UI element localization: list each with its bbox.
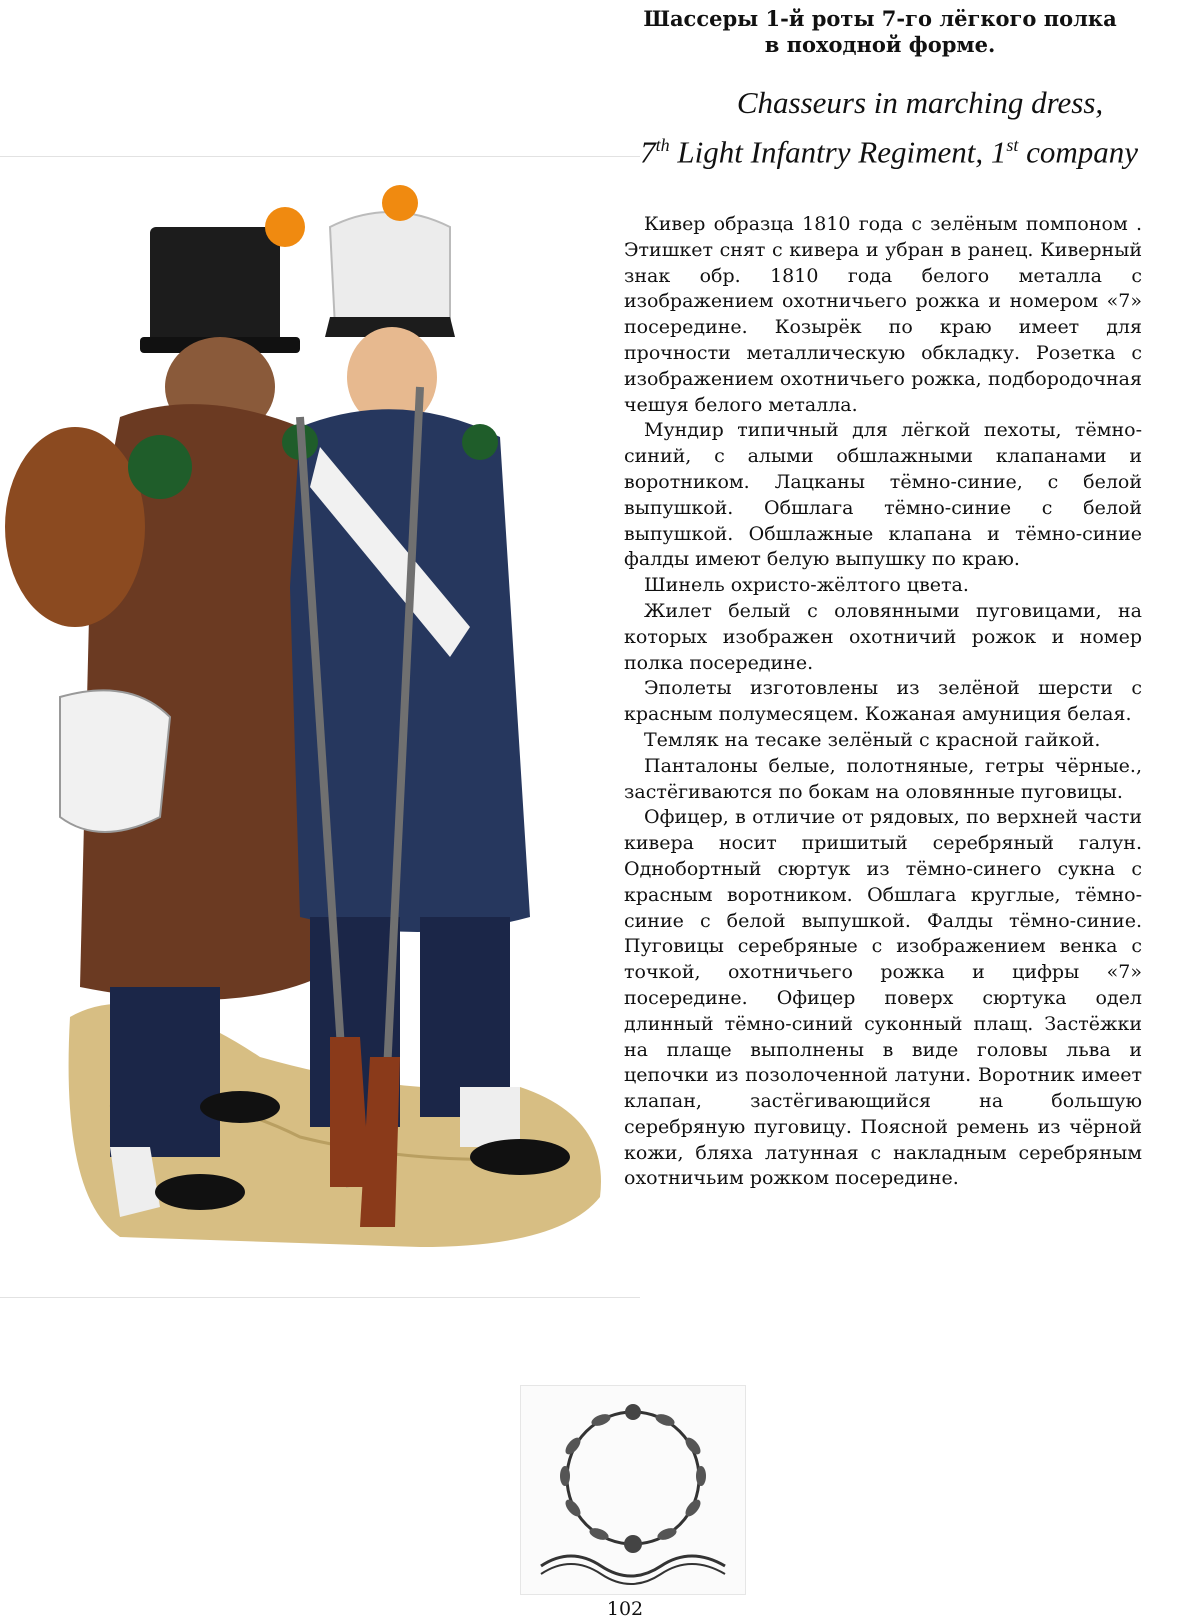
title-russian <box>600 6 1160 58</box>
laurel-wreath-icon <box>520 1385 746 1595</box>
paragraph-uniform: Мундир типичный для лёгкой пехоты, тёмно-синий, с алыми обшлажными клапанами и воротником. Лацканы тёмно-синие, с белой выпушкой. Обшлага тёмно-синие с белой выпушкой. Обшлажные клапана и тёмно-синие фалды имеют белую выпушку по краю. <box>624 419 1142 571</box>
title-english-line-2 <box>600 124 1160 173</box>
title-english-regiment: Light Infantry Regiment, 1 <box>669 134 1007 170</box>
paragraph-sword-knot: Темляк на тесаке зелёный с красной гайкой. <box>644 728 1101 751</box>
paragraph-trousers: Панталоны белые, полотняные, гетры чёрные., застёгиваются по бокам на оловянные пуговицы. <box>624 754 1142 803</box>
title-english <box>600 82 1160 173</box>
paragraph-greatcoat: Шинель охристо-жёлтого цвета. <box>644 574 969 597</box>
paragraph-officer: Офицер, в отличие от рядовых, по верхней части кивера носит пришитый серебряный галун. Однобортный сюртук из тёмно-синего сукна с красным воротником. Обшлага круглые, тёмно-синие с белой выпушкой. Фалды тёмно-синие. Пуговицы серебряные с изображением венка с точкой, охотничьего рожка и цифры «7» посередине. Офицер поверх сюртука одел длинный тёмно-синий суконный плащ. Застёжки на плаще выполнены в виде головы льва и цепочки из позолоченной латуни. Воротник имеет клапан, застёгивающийся на большую серебряную пуговицу. Поясной ремень из чёрной кожи, бляха латунная с накладным серебряным охотничьим рожком посередине. <box>624 806 1142 1190</box>
two-chasseurs-painting <box>0 157 640 1297</box>
paragraph-epaulettes: Эполеты изготовлены из зелёной шерсти с красным полумесяцем. Кожаная амуниция белая. <box>624 677 1142 726</box>
title-english-sup-th: th <box>655 135 670 155</box>
page-number: 102 <box>606 1598 644 1620</box>
wreath-ornament-svg <box>521 1386 745 1594</box>
uniform-illustration <box>0 156 640 1298</box>
paragraph-shako: Кивер образца 1810 года с зелёным помпоном . Этишкет снят с кивера и убран в ранец. Киверный знак обр. 1810 года белого металла с изображением охотничьего рожка и номером «7» посередине. Козырёк по краю имеет для прочности металлическую обкладку. Розетка с изображением охотничьего рожка, подбородочная чешуя белого металла. <box>624 213 1142 416</box>
title-english-number: 7 <box>640 134 656 170</box>
title-english-company: company <box>1018 134 1138 170</box>
title-russian-line-1: Шассеры 1-й роты 7-го лёгкого полка <box>643 6 1117 31</box>
paragraph-waistcoat: Жилет белый с оловянными пуговицами, на которых изображен охотничий рожок и номер полка посередине. <box>624 599 1142 674</box>
description-text <box>624 212 1142 1192</box>
title-english-line-1: Chasseurs in marching dress, <box>736 85 1104 120</box>
title-english-sup-st: st <box>1006 135 1019 155</box>
soldier-blue-uniform <box>282 185 570 1175</box>
title-russian-line-2: в походной форме. <box>764 32 996 57</box>
